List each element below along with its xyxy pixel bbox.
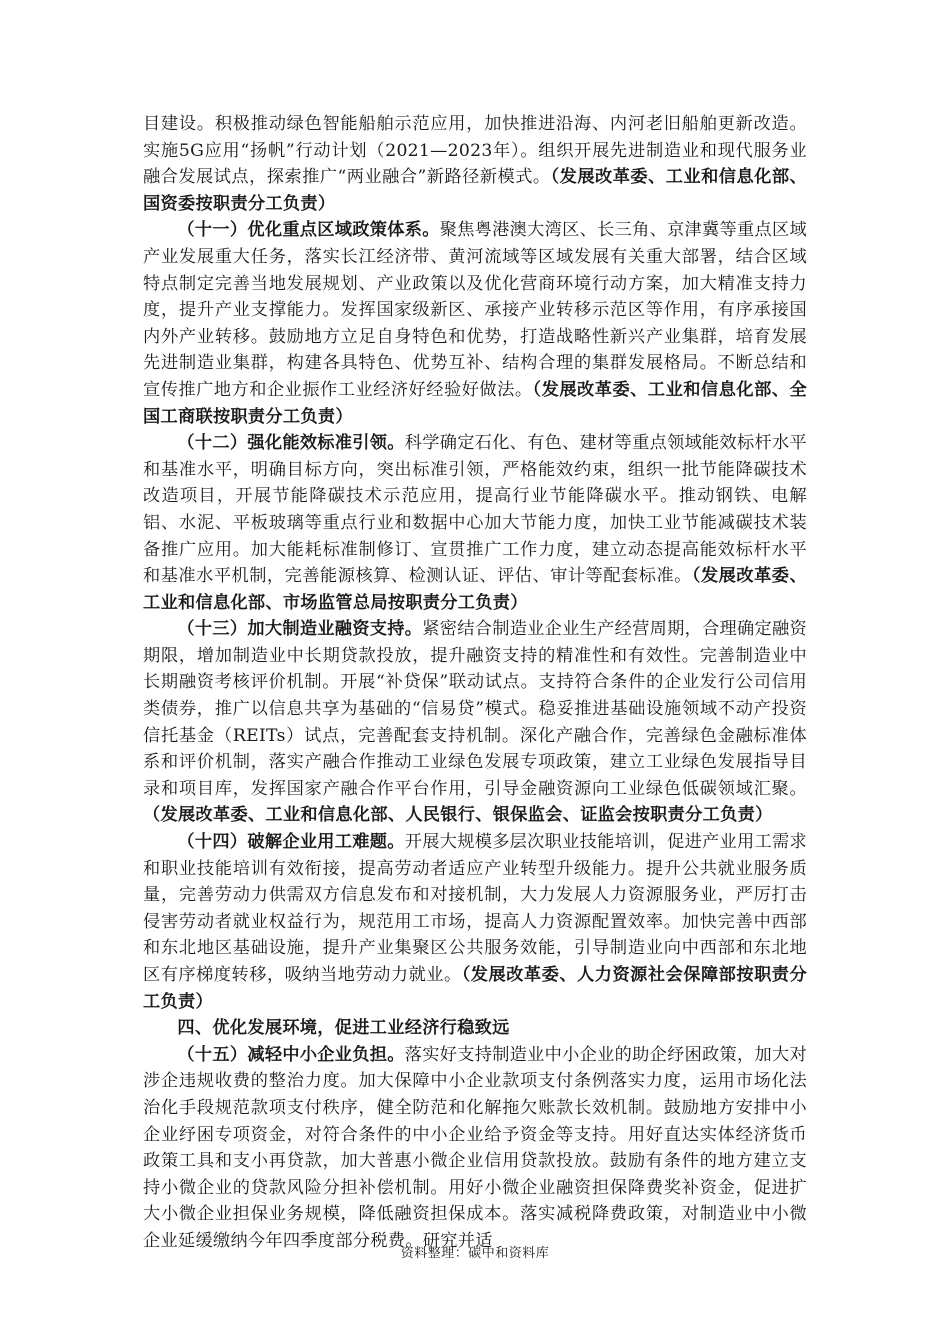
bold-text: （十二）强化能效标准引领。 — [177, 433, 405, 454]
body-text: 落实好支持制造业中小企业的助企纾困政策，加大对涉企违规收费的整治力度。加大保障中小企业款项支付条例落实力度，运用市场化法治化手段规范款项支付秩序，健全防范和化解拖欠账款长效机制。鼓励地方安排中小企业纾困专项资金，对符合条件的中小企业给予资金等支持。用好直达实体经济货币政策工具和支小再贷款，加大普惠小微企业信用贷款投放。鼓励有条件的地方建立支持小微企业的贷款风险分担补偿机制。用好小微企业融资担保降费奖补资金，促进扩大小微企业担保业务规模，降低融资担保成本。落实减税降费政策，对制造业中小微企业延缓缴纳今年四季度部分税费。研究并适 — [143, 1044, 807, 1251]
page-footer — [0, 1245, 950, 1263]
bold-text: （发展改革委、工业和信息化部、全国工商联按职责分工负责） — [143, 379, 808, 427]
paragraph — [143, 616, 807, 829]
document-body — [143, 111, 807, 1255]
bold-text: 四、优化发展环境，促进工业经济行稳致远 — [177, 1018, 510, 1039]
paragraph — [143, 111, 807, 217]
footer-text: 资料整理：碳中和资料库 — [400, 1246, 550, 1261]
paragraph — [143, 1042, 807, 1255]
bold-text: （发展改革委、工业和信息化部、市场监管总局按职责分工负责） — [143, 566, 807, 613]
bold-text: （十四）破解企业用工难题。 — [177, 832, 405, 853]
paragraph — [143, 829, 807, 1015]
bold-text: （十三）加大制造业融资支持。 — [177, 619, 423, 640]
bold-text: （十一）优化重点区域政策体系。 — [177, 220, 440, 241]
bold-text: （发展改革委、工业和信息化部、人民银行、银保监会、证监会按职责分工负责） — [143, 805, 773, 826]
body-text: 科学确定石化、有色、建材等重点领域能效标杆水平和基准水平，明确目标方向，突出标准引领，严格能效约束，组织一批节能降碳技术改造项目，开展节能降碳技术示范应用，提高行业节能降碳水平。推动钢铁、电解铝、水泥、平板玻璃等重点行业和数据中心加大节能力度，加快工业节能减碳技术装备推广应用。加大能耗标准制修订、宣贯推广工作力度，建立动态提高能效标杆水平和基准水平机制，完善能源核算、检测认证、评估、审计等配套标准。 — [143, 433, 807, 587]
bold-text: （十五）减轻中小企业负担。 — [177, 1044, 405, 1065]
body-text: 开展大规模多层次职业技能培训，促进产业用工需求和职业技能培训有效衔接，提高劳动者适应产业转型升级能力。提升公共就业服务质量，完善劳动力供需双方信息发布和对接机制，大力发展人力资源服务业，严厉打击侵害劳动者就业权益行为，规范用工市场，提高人力资源配置效率。加快完善中西部和东北地区基础设施，提升产业集聚区公共服务效能，引导制造业向中西部和东北地区有序梯度转移，吸纳当地劳动力就业。 — [143, 832, 807, 985]
body-text: 紧密结合制造业企业生产经营周期，合理确定融资期限，增加制造业中长期贷款投放，提升融资支持的精准性和有效性。完善制造业中长期融资考核评价机制。开展“补贷保”联动试点。支持符合条件的企业发行公司信用类债券，推广以信息共享为基础的“信易贷”模式。稳妥推进基础设施领域不动产投资信托基金（REITs）试点，完善配套支持机制。深化产融合作，完善绿色金融标准体系和评价机制，落实产融合作推动工业绿色发展专项政策，建立工业绿色发展指导目录和项目库，发挥国家产融合作平台作用，引导金融资源向工业绿色低碳领域汇聚。 — [143, 619, 808, 799]
body-text: 聚焦粤港澳大湾区、长三角、京津冀等重点区域产业发展重大任务，落实长江经济带、黄河流域等区域发展有关重大部署，结合区域特点制定完善当地发展规划、产业政策以及优化营商环境行动方案，加大精准支持力度，提升产业支撑能力。发挥国家级新区、承接产业转移示范区等作用，有序承接国内外产业转移。鼓励地方立足自身特色和优势，打造战略性新兴产业集群，培育发展先进制造业集群，构建各具特色、优势互补、结构合理的集群发展格局。不断总结和宣传推广地方和企业振作工业经济好经验好做法。 — [143, 220, 807, 400]
paragraph — [143, 430, 807, 616]
bold-text: （发展改革委、人力资源社会保障部按职责分工负责） — [143, 965, 807, 1012]
body-text: 目建设。积极推动绿色智能船舶示范应用，加快推进沿海、内河老旧船舶更新改造。实施5G应用“扬帆”行动计划（2021—2023年）。组织开展先进制造业和现代服务业融合发展试点，探索推广“两业融合”新路径新模式。 — [143, 114, 807, 188]
bold-text: （发展改革委、工业和信息化部、国资委按职责分工负责） — [143, 167, 807, 214]
paragraph — [143, 1015, 807, 1042]
paragraph — [143, 217, 807, 430]
